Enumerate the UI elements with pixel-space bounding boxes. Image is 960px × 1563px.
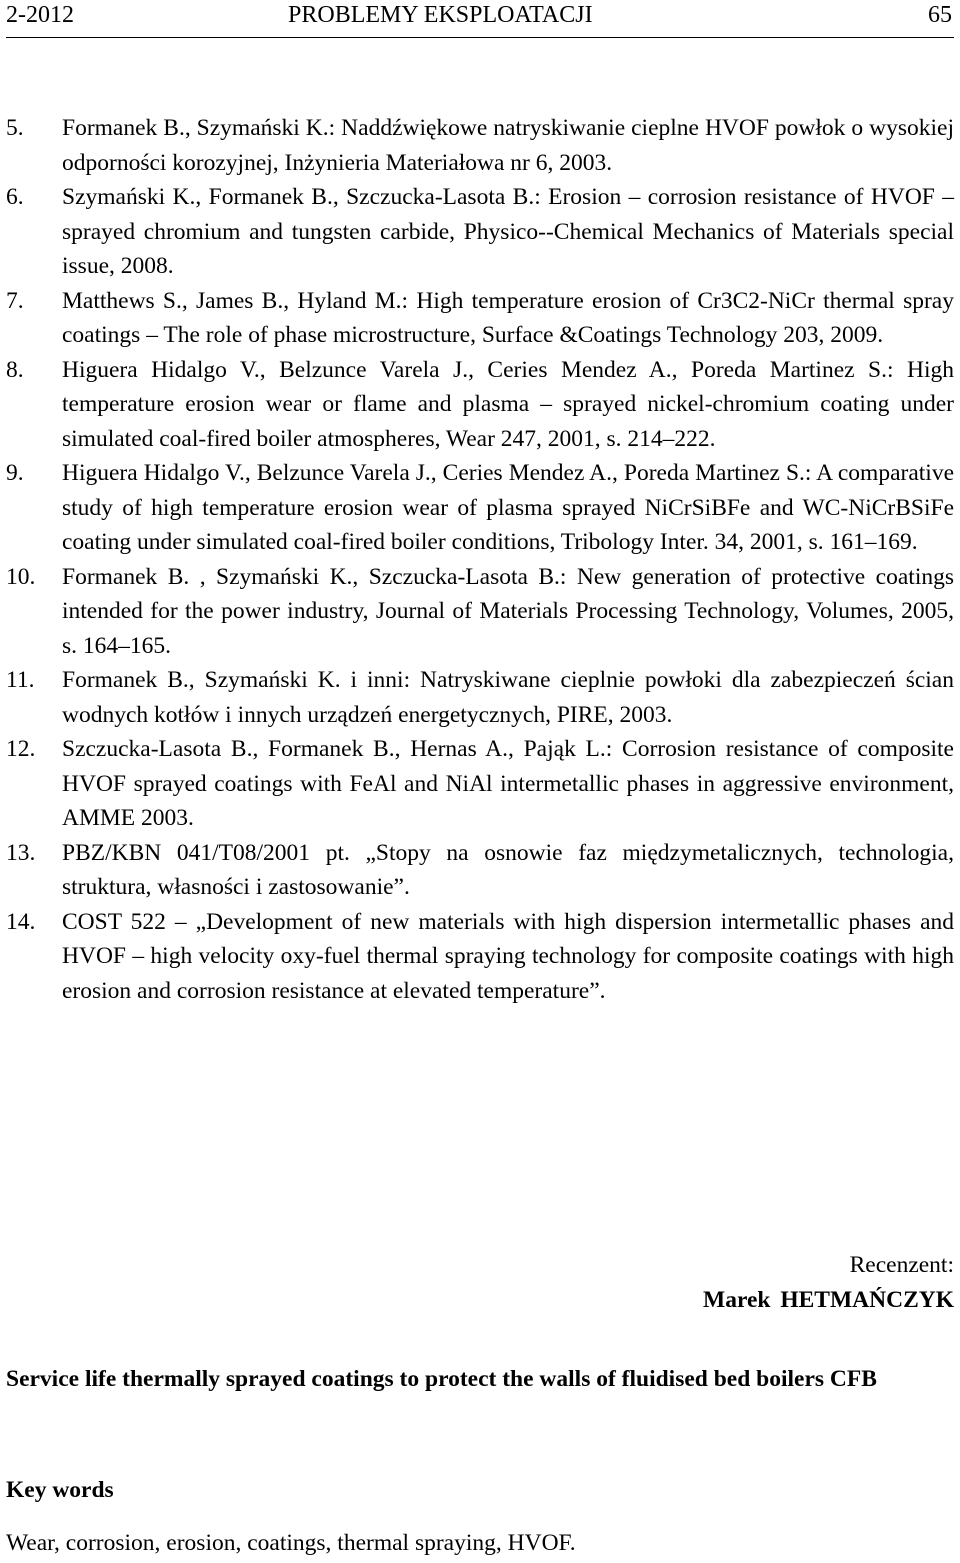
- reference-item: [6, 560, 954, 664]
- reference-number: 12.: [6, 736, 36, 762]
- reference-text: Szymański K., Formanek B., Szczucka-Lasota B.: Erosion – corrosion resistance of HVOF – sprayed chromium and tungsten carbide, Physico--Chemical Mechanics of Materials special issue, 2008.: [62, 184, 954, 279]
- reference-number: 6.: [6, 184, 24, 210]
- reference-item: [6, 180, 954, 284]
- reference-text: Higuera Hidalgo V., Belzunce Varela J., Ceries Mendez A., Poreda Martinez S.: High temperature erosion wear or flame and plasma – sprayed nickel-chromium coating under simulated coal-fired boiler atmospheres, Wear 247, 2001, s. 214–222.: [62, 356, 954, 452]
- reference-text: Formanek B. , Szymański K., Szczucka-Lasota B.: New generation of protective coatings intended for the power industry, Journal of Materials Processing Technology, Volumes, 2005, s. 164–165.: [62, 563, 954, 659]
- reviewer-block: [703, 1248, 954, 1317]
- reviewer-name: Marek HETMAŃCZYK: [703, 1286, 954, 1313]
- keywords-heading: Key words: [6, 1477, 114, 1503]
- reference-text: Formanek B., Szymański K.: Naddźwiękowe natryskiwanie cieplne HVOF powłok o wysokiej odporności korozyjnej, Inżynieria Materiałowa nr 6, 2003.: [62, 115, 954, 176]
- reference-number: 8.: [6, 356, 24, 383]
- reference-list: [6, 111, 954, 1008]
- reference-text: Matthews S., James B., Hyland M.: High temperature erosion of Cr3C2-NiCr thermal spray coatings – The role of phase microstructure, Surface &Coatings Technology 203, 2009.: [62, 287, 954, 348]
- issue-number: 2-2012: [6, 2, 74, 28]
- reviewer-label: Recenzent:: [849, 1252, 954, 1278]
- reference-item: [6, 732, 954, 836]
- english-title: Service life thermally sprayed coatings to protect the walls of fluidised bed boilers CFB: [6, 1366, 877, 1392]
- page-number: 65: [928, 2, 952, 28]
- journal-title: PROBLEMY EKSPLOATACJI: [288, 2, 593, 28]
- running-header: [0, 0, 960, 36]
- reference-number: 13.: [6, 839, 36, 866]
- reference-item: [6, 905, 954, 1009]
- header-rule: [6, 37, 954, 38]
- reference-number: 10.: [6, 563, 36, 590]
- reference-number: 5.: [6, 115, 24, 141]
- reference-item: [6, 836, 954, 905]
- reference-text: PBZ/KBN 041/T08/2001 pt. „Stopy na osnowie faz międzymetalicznych, technologia, struktura, własności i zastosowanie”.: [62, 839, 954, 900]
- reference-item: [6, 663, 954, 732]
- reference-item: [6, 284, 954, 353]
- reference-text: Formanek B., Szymański K. i inni: Natryskiwane cieplnie powłoki dla zabezpieczeń ścian wodnych kotłów i innych urządzeń energetycznych, PIRE, 2003.: [62, 667, 954, 728]
- reference-number: 11.: [6, 667, 35, 693]
- reference-item: [6, 456, 954, 560]
- reference-number: 9.: [6, 460, 24, 486]
- reference-number: 7.: [6, 287, 24, 314]
- keywords-text: Wear, corrosion, erosion, coatings, thermal spraying, HVOF.: [6, 1530, 576, 1556]
- reference-item: [6, 353, 954, 457]
- reference-text: Higuera Hidalgo V., Belzunce Varela J., Ceries Mendez A., Poreda Martinez S.: A comparative study of high temperature erosion wear of plasma sprayed NiCrSiBFe and WC-NiCrBSiFe coating under simulated coal-fired boiler conditions, Tribology Inter. 34, 2001, s. 161–169.: [62, 460, 954, 555]
- reference-item: [6, 111, 954, 180]
- reference-text: COST 522 – „Development of new materials with high dispersion intermetallic phases and HVOF – high velocity oxy-fuel thermal spraying technology for composite coatings with high erosion and corrosion resistance at elevated temperature”.: [62, 908, 954, 1004]
- reference-number: 14.: [6, 908, 36, 935]
- reference-text: Szczucka-Lasota B., Formanek B., Hernas A., Pająk L.: Corrosion resistance of composite HVOF sprayed coatings with FeAl and NiAl intermetallic phases in aggressive environment, AMME 2003.: [62, 736, 954, 831]
